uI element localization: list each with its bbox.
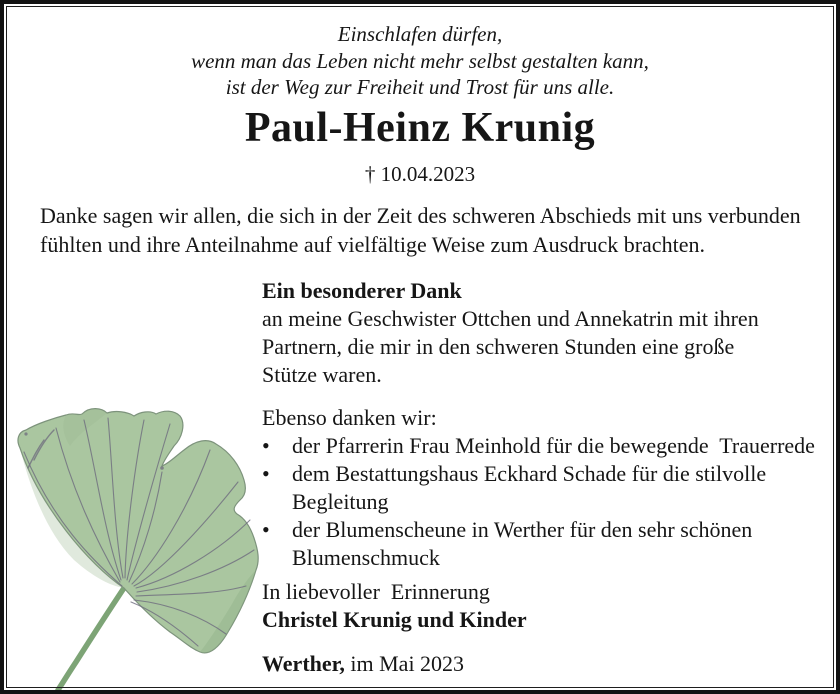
place-name: Werther, [262,651,345,676]
death-date: † 10.04.2023 [364,162,476,186]
list-item [262,432,824,460]
special-thanks-heading: Ein besonderer Dank [262,278,462,303]
bullet-icon: • [262,461,270,486]
epigraph-line: Einschlafen dürfen, [337,22,503,46]
deceased-name: Paul-Heinz Krunig [244,105,596,151]
bullet-icon: • [262,433,270,458]
list-item-text: der Pfarrerin Frau Meinhold für die bewegende Trauerrede [292,433,815,458]
list-item [262,516,824,572]
ginkgo-leaf-illustration [4,390,292,694]
also-thanks-intro: Ebenso danken wir: [262,405,437,430]
list-item-text: der Blumenscheune in Werther für den sehr schönen Blumenschmuck [292,517,758,570]
closing-family-line: Christel Krunig und Kinder [262,607,527,632]
pencil-dot [160,466,164,470]
acknowledgement-column [262,277,824,678]
thanks-paragraph: Danke sagen wir allen, die sich in der Zeit des schweren Abschieds mit uns verbunden fühlten und ihre Anteilnahme auf vielfältige Weise zum Ausdruck brachten. [40,203,807,257]
list-item-text: dem Bestattungshaus Eckhard Schade für die stilvolle Begleitung [292,461,772,514]
special-thanks-text: an meine Geschwister Ottchen und Annekatrin mit ihren Partnern, die mir in den schweren Stunden eine große Stütze waren. [262,306,765,387]
epigraph-line: wenn man das Leben nicht mehr selbst gestalten kann, [191,48,649,73]
date-text: im Mai 2023 [344,651,465,676]
thanks-list [262,432,824,572]
leaf-stem [58,588,124,690]
epigraph-line: ist der Weg zur Freiheit und Trost für uns alle. [225,75,615,99]
list-item [262,460,824,516]
pencil-dot [24,432,27,435]
bullet-icon: • [262,517,270,542]
epigraph-verse [0,21,840,101]
place-date-line [262,650,824,678]
closing-memory-line: In liebevoller Erinnerung [262,579,490,604]
